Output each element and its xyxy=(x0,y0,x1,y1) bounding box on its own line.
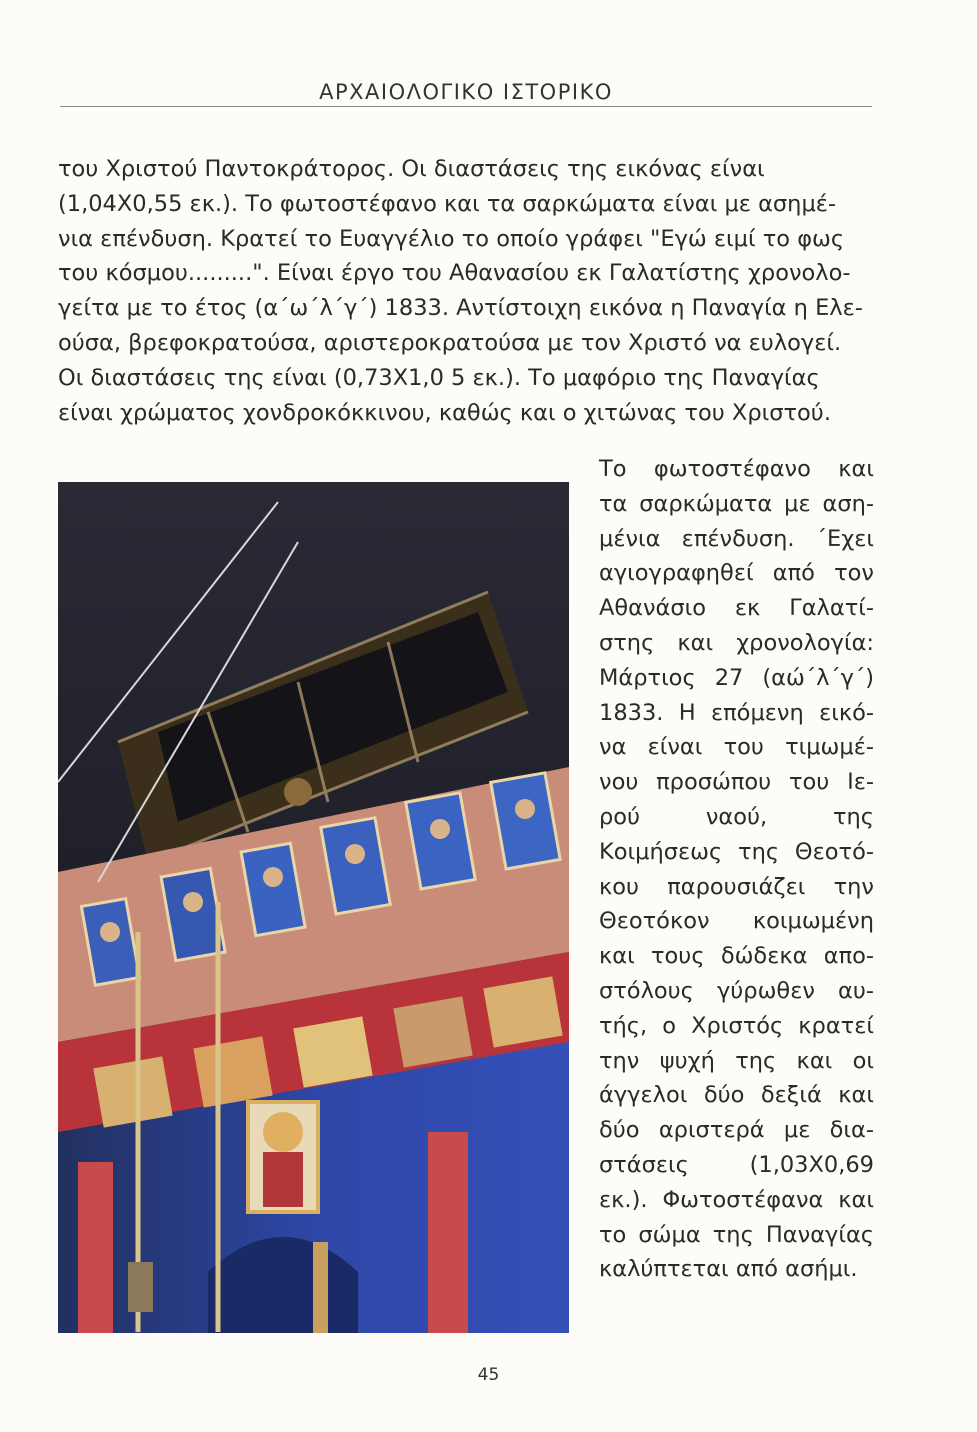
side-line: Αθανάσιο εκ Γαλατί- xyxy=(599,595,874,622)
side-line: εκ.). Φωτοστέφανα και xyxy=(599,1186,874,1213)
body-line: του Χριστού Παντοκράτορος. Οι διαστάσεις της εικόνας είναι xyxy=(58,156,765,182)
side-line: νου προσώπου του Ιε- xyxy=(599,769,874,796)
side-line: Κοιμήσεως της Θεοτό- xyxy=(599,838,874,865)
body-line: Οι διαστάσεις της είναι (0,73Χ1,0 5 εκ.). Το μαφόριο της Παναγίας xyxy=(58,364,820,391)
body-paragraph xyxy=(58,152,874,430)
side-line: Το φωτοστέφανο και xyxy=(599,456,874,482)
side-line: άγγελοι δύο δεξιά και xyxy=(599,1082,874,1109)
side-line: κου παρουσιάζει την xyxy=(599,873,874,900)
side-line: ρού ναού, της xyxy=(599,803,874,830)
side-line: Θεοτόκον κοιμωμένη xyxy=(599,908,874,935)
body-line: ούσα, βρεφοκρατούσα, αριστεροκρατούσα με τον Χριστό να ευλογεί. xyxy=(58,329,842,356)
body-line: νια επένδυση. Κρατεί το Ευαγγέλιο το οποίο γράφει "Εγώ ειμί το φως xyxy=(58,225,845,252)
side-line: τα σαρκώματα με αση- xyxy=(599,490,874,517)
iconostasis-photo xyxy=(58,482,569,1333)
body-line: είναι χρώματος χονδροκόκκινου, καθώς και ο χιτώνας του Χριστού. xyxy=(58,399,831,426)
side-paragraph xyxy=(599,452,874,1287)
side-line: καλύπτεται από ασήμι. xyxy=(599,1256,858,1283)
page-number: 45 xyxy=(477,1365,500,1385)
side-line: δύο αριστερά με δια- xyxy=(599,1117,874,1144)
body-line: γείτα με το έτος (α΄ω΄λ΄γ΄) 1833. Αντίστοιχη εικόνα η Παναγία η Ελε- xyxy=(58,295,863,322)
side-line: στάσεις (1,03Χ0,69 xyxy=(599,1151,874,1178)
side-line: και τους δώδεκα απο- xyxy=(599,943,874,970)
side-line: στόλους γύρωθεν αυ- xyxy=(599,977,874,1004)
side-line: 1833. Η επόμενη εικό- xyxy=(599,699,874,726)
side-line: το σώμα της Παναγίας xyxy=(599,1221,874,1248)
body-line: του κόσμου.........". Είναι έργο του Αθανασίου εκ Γαλατίστης χρονολο- xyxy=(58,260,851,287)
body-line: (1,04Χ0,55 εκ.). Το φωτοστέφανο και τα σαρκώματα είναι με ασημέ- xyxy=(58,190,837,217)
side-line: στης και χρονολογία: xyxy=(599,629,874,656)
side-line: τής, ο Χριστός κρατεί xyxy=(599,1012,874,1039)
side-line: αγιογραφηθεί από τον xyxy=(599,560,874,587)
header-divider xyxy=(60,106,872,107)
side-line: την ψυχή της και οι xyxy=(599,1047,874,1074)
side-line: Μάρτιος 27 (αώ΄λ΄γ΄) xyxy=(599,664,874,691)
running-header: ΑΡΧΑΙΟΛΟΓΙΚΟ ΙΣΤΟΡΙΚΟ xyxy=(319,80,613,104)
side-line: μένια επένδυση. ΄Εχει xyxy=(599,525,874,552)
side-line: να είναι του τιμωμέ- xyxy=(599,734,874,761)
